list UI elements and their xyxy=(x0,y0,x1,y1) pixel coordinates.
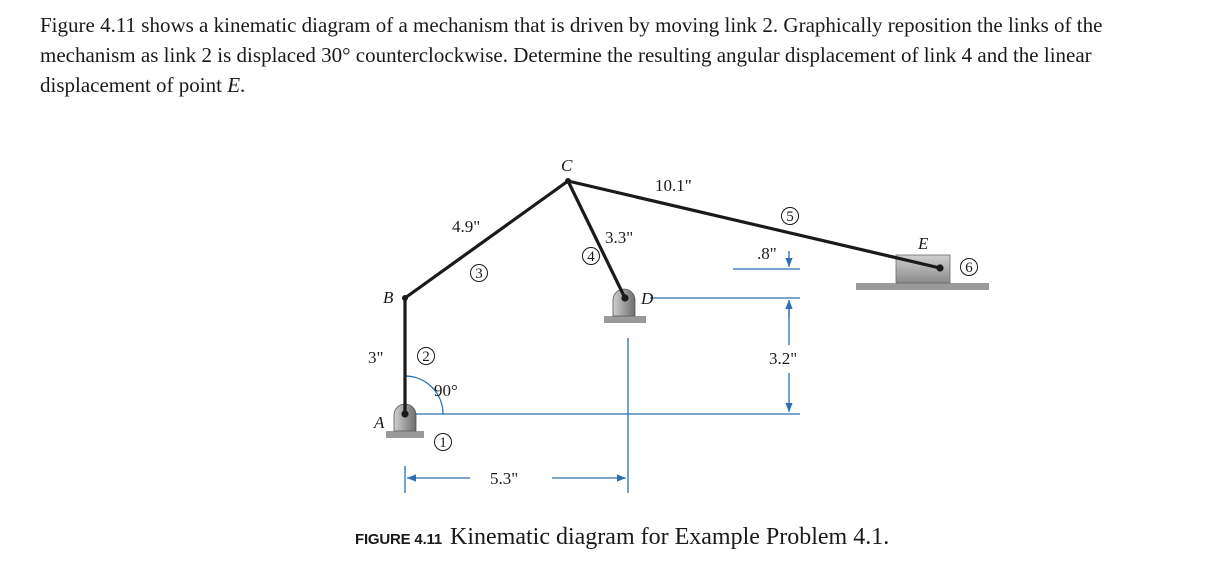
label-point-A: A xyxy=(374,413,385,432)
dim-link4-length: 3.3" xyxy=(605,228,634,247)
label-point-B: B xyxy=(383,288,394,307)
ground-D xyxy=(604,316,646,323)
joint-E xyxy=(936,264,943,271)
dim-offset-E: .8" xyxy=(757,244,777,263)
ground-supports xyxy=(386,255,989,438)
ground-E xyxy=(856,283,989,290)
problem-text-end: . xyxy=(240,73,246,97)
link-4-label: 4 xyxy=(587,249,595,265)
figure-caption xyxy=(355,524,889,551)
link-1-label: 1 xyxy=(439,435,447,451)
label-point-E: E xyxy=(918,234,929,253)
dimension-lines xyxy=(405,251,800,493)
link-6-label: 6 xyxy=(965,260,973,276)
problem-text-body: Figure 4.11 shows a kinematic diagram of a mechanism that is driven by moving link 2. Graphically reposition the links of the mechanism as link 2 is displaced 30° counterclockwise. Determine the resulting angular displacement of link 4 and the linear displacement of point xyxy=(40,13,1103,97)
caption-text: Kinematic diagram for Example Problem 4.1. xyxy=(450,524,890,550)
link-5 xyxy=(568,181,940,268)
label-point-C: C xyxy=(561,156,573,175)
link-3 xyxy=(405,181,568,298)
dim-link5-length: 10.1" xyxy=(655,176,692,195)
dim-link3-length: 4.9" xyxy=(452,217,481,236)
joint-B xyxy=(402,295,408,301)
joint-D xyxy=(621,294,628,301)
dim-vertical-AD: 3.2" xyxy=(769,349,798,368)
joint-A xyxy=(401,410,408,417)
label-point-D: D xyxy=(641,289,654,308)
caption-label: FIGURE 4.11 xyxy=(355,531,443,548)
problem-point-label: E xyxy=(227,73,241,97)
link-5-label: 5 xyxy=(786,209,794,225)
ground-A xyxy=(386,431,424,438)
link-3-label: 3 xyxy=(475,266,483,282)
dim-horizontal-AD: 5.3" xyxy=(490,469,519,488)
link-2-label: 2 xyxy=(422,349,430,365)
dim-link2-length: 3" xyxy=(368,348,384,367)
dim-angle-link2: 90° xyxy=(434,381,458,400)
joint-C xyxy=(565,178,571,184)
